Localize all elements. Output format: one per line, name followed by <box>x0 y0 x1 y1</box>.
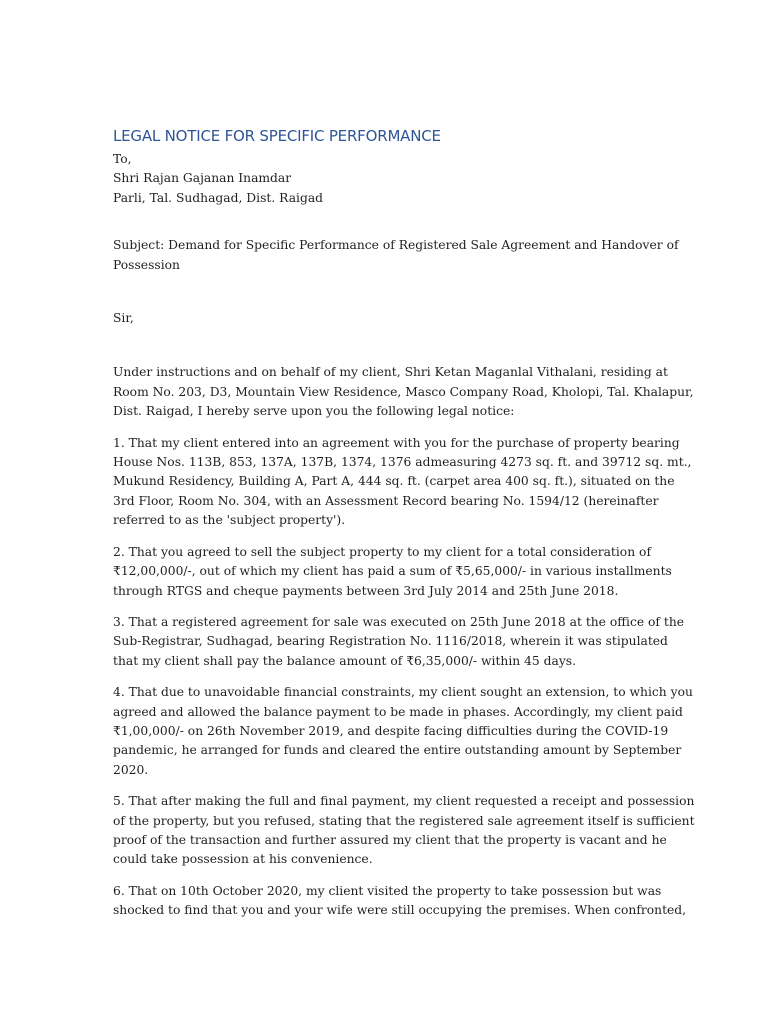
salutation: Sir, <box>113 311 134 326</box>
paragraph-line: ₹12,00,000/-, out of which my client has paid a sum of ₹5,65,000/- in various installments <box>113 564 672 579</box>
document-title: LEGAL NOTICE FOR SPECIFIC PERFORMANCE <box>113 127 441 145</box>
paragraph-6 <box>113 882 687 921</box>
paragraph-line: Room No. 203, D3, Mountain View Residence, Masco Company Road, Kholopi, Tal. Khalapur, <box>113 384 694 399</box>
recipient-address <box>113 150 658 208</box>
paragraph-2 <box>113 543 672 601</box>
paragraph-line: 1. That my client entered into an agreement with you for the purchase of property bearing <box>113 435 680 450</box>
subject-text: Possession <box>113 257 180 272</box>
paragraph-line: of the property, but you refused, stating that the registered sale agreement itself is sufficient <box>113 813 695 828</box>
address-line: Parli, Tal. Sudhagad, Dist. Raigad <box>113 190 324 205</box>
address-line: To, <box>113 152 132 166</box>
paragraph-line: ₹1,00,000/- on 26th November 2019, and despite facing difficulties during the COVID-19 <box>113 723 669 738</box>
document-page <box>113 126 695 921</box>
address-line: Shri Rajan Gajanan Inamdar <box>113 171 292 186</box>
paragraph-line: Mukund Residency, Building A, Part A, 444 sq. ft. (carpet area 400 sq. ft.), situated on the <box>113 474 675 489</box>
paragraph-line: 3. That a registered agreement for sale was executed on 25th June 2018 at the office of the <box>113 614 685 629</box>
paragraph-line: 4. That due to unavoidable financial constraints, my client sought an extension, to which you <box>113 685 693 700</box>
paragraph-line: referred to as the 'subject property'). <box>113 513 346 528</box>
paragraph-line: shocked to find that you and your wife were still occupying the premises. When confronted, <box>113 903 687 918</box>
paragraph-line: Sub-Registrar, Sudhagad, bearing Registration No. 1116/2018, wherein it was stipulated <box>113 634 668 649</box>
paragraph-line: Under instructions and on behalf of my client, Shri Ketan Maganlal Vithalani, residing at <box>113 365 668 380</box>
paragraph-line: proof of the transaction and further assured my client that the property is vacant and he <box>113 832 667 847</box>
paragraph-line: Dist. Raigad, I hereby serve upon you the following legal notice: <box>113 404 515 419</box>
paragraph-line: 6. That on 10th October 2020, my client visited the property to take possession but was <box>113 883 662 898</box>
paragraph-3 <box>113 613 685 671</box>
paragraph-line: could take possession at his convenience. <box>113 852 373 867</box>
paragraph-line: 5. That after making the full and final payment, my client requested a receipt and possession <box>113 794 695 809</box>
paragraph-line: agreed and allowed the balance payment to be made in phases. Accordingly, my client paid <box>113 704 683 719</box>
paragraph-line: through RTGS and cheque payments between 3rd July 2014 and 25th June 2018. <box>113 583 619 598</box>
paragraph-1 <box>113 434 692 531</box>
paragraph-line: pandemic, he arranged for funds and cleared the entire outstanding amount by September <box>113 743 682 758</box>
paragraph-line: that my client shall pay the balance amount of ₹6,35,000/- within 45 days. <box>113 653 577 668</box>
paragraph-4 <box>113 683 693 780</box>
intro-paragraph <box>113 363 694 421</box>
paragraph-5 <box>113 792 695 870</box>
paragraph-line: House Nos. 113B, 853, 137A, 137B, 1374, 1376 admeasuring 4273 sq. ft. and 39712 sq. mt., <box>113 455 692 470</box>
paragraph-line: 3rd Floor, Room No. 304, with an Assessment Record bearing No. 1594/12 (hereinafter <box>113 493 659 508</box>
paragraph-line: 2020. <box>113 762 149 777</box>
subject-text: Subject: Demand for Specific Performance of Registered Sale Agreement and Handover of <box>113 238 679 253</box>
subject-line <box>113 236 679 275</box>
paragraph-line: 2. That you agreed to sell the subject property to my client for a total consideration of <box>113 544 651 559</box>
